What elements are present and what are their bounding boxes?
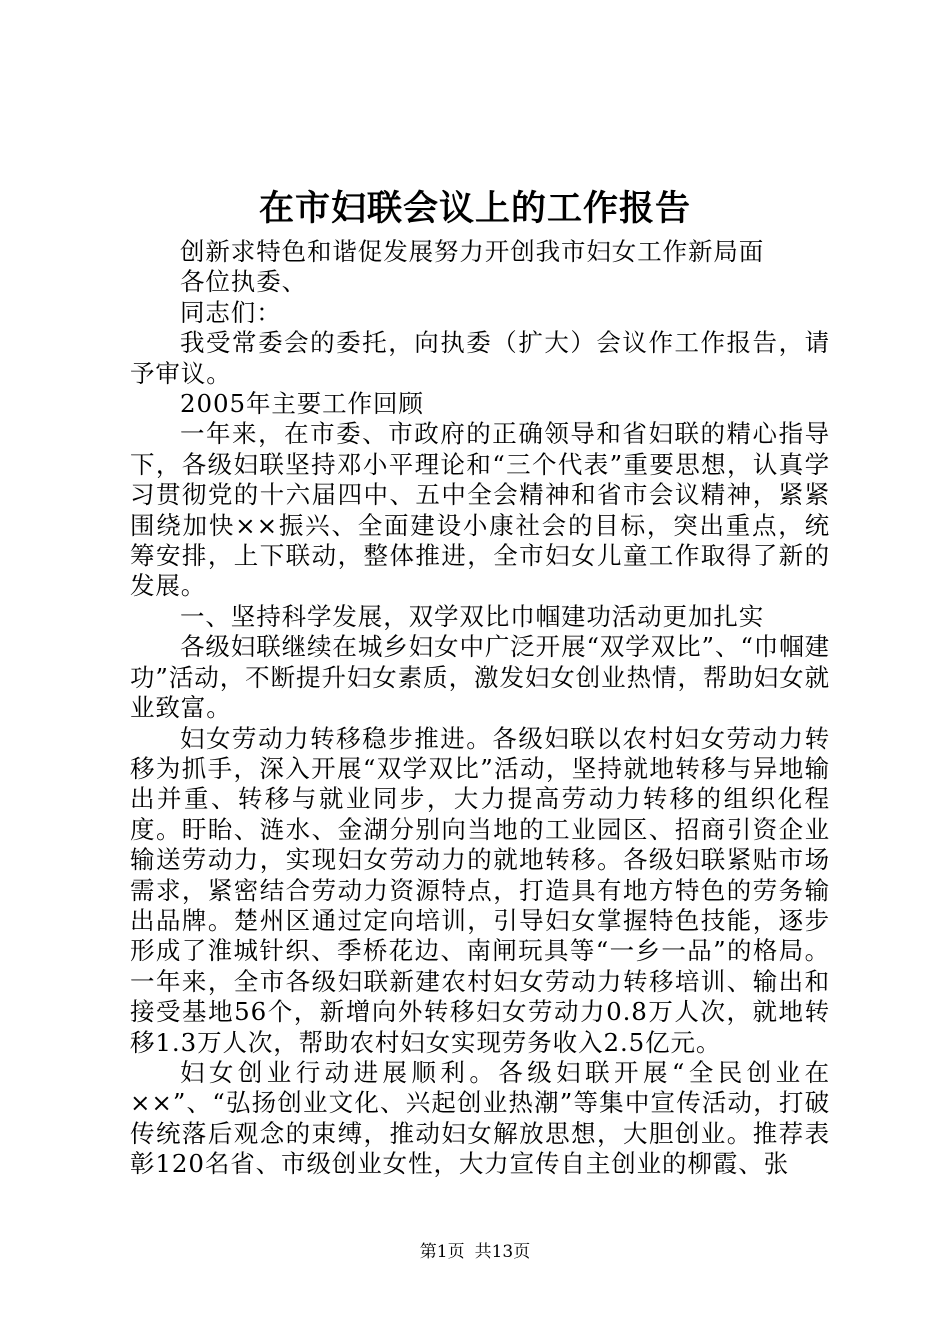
document-body [130,237,830,1180]
page-footer [0,1240,950,1264]
total-pages: 共13页 [474,1242,531,1262]
body-paragraph: 妇女创业行动进展顺利。各级妇联开展“全民创业在××”、“弘扬创业文化、兴起创业热潮”等集中宣传活动，打破传统落后观念的束缚，推动妇女解放思想，大胆创业。推荐表彰120名省、市级创业女性，大力宣传自主创业的柳霞、张 [130,1057,830,1179]
body-paragraph: 一年来，在市委、市政府的正确领导和省妇联的精心指导下，各级妇联坚持邓小平理论和“三个代表”重要思想，认真学习贯彻党的十六届四中、五中全会精神和省市会议精神，紧紧围绕加快××振兴、全面建设小康社会的目标，突出重点，统筹安排，上下联动，整体推进，全市妇女儿童工作取得了新的发展。 [130,419,830,601]
salutation-line: 同志们： [180,297,282,327]
section-heading: 一、坚持科学发展，双学双比巾帼建功活动更加扎实 [180,601,765,631]
section-heading: 2005年主要工作回顾 [180,389,424,419]
subtitle-paragraph: 创新求特色和谐促发展努力开创我市妇女工作新局面 [180,237,765,266]
page-number: 第1页 [419,1242,465,1262]
salutation-line: 各位执委、 [180,267,307,297]
body-paragraph: 各级妇联继续在城乡妇女中广泛开展“双学双比”、“巾帼建功”活动，不断提升妇女素质，激发妇女创业热情，帮助妇女就业致富。 [130,632,830,723]
document-title: 在市妇联会议上的工作报告 [258,188,691,229]
body-paragraph: 妇女劳动力转移稳步推进。各级妇联以农村妇女劳动力转移为抓手，深入开展“双学双比”活动，坚持就地转移与异地输出并重、转移与就业同步，大力提高劳动力转移的组织化程度。盱眙、涟水、金湖分别向当地的工业园区、招商引资企业输送劳动力，实现妇女劳动力的就地转移。各级妇联紧贴市场需求，紧密结合劳动力资源特点，打造具有地方特色的劳务输出品牌。楚州区通过定向培训，引导妇女掌握特色技能，逐步形成了淮城针织、季桥花边、南闸玩具等“一乡一品”的格局。一年来，全市各级妇联新建农村妇女劳动力转移培训、输出和接受基地56个，新增向外转移妇女劳动力0.8万人次，就地转移1.3万人次，帮助农村妇女实现劳务收入2.5亿元。 [130,723,830,1057]
body-paragraph: 我受常委会的委托，向执委（扩大）会议作工作报告，请予审议。 [130,328,830,388]
